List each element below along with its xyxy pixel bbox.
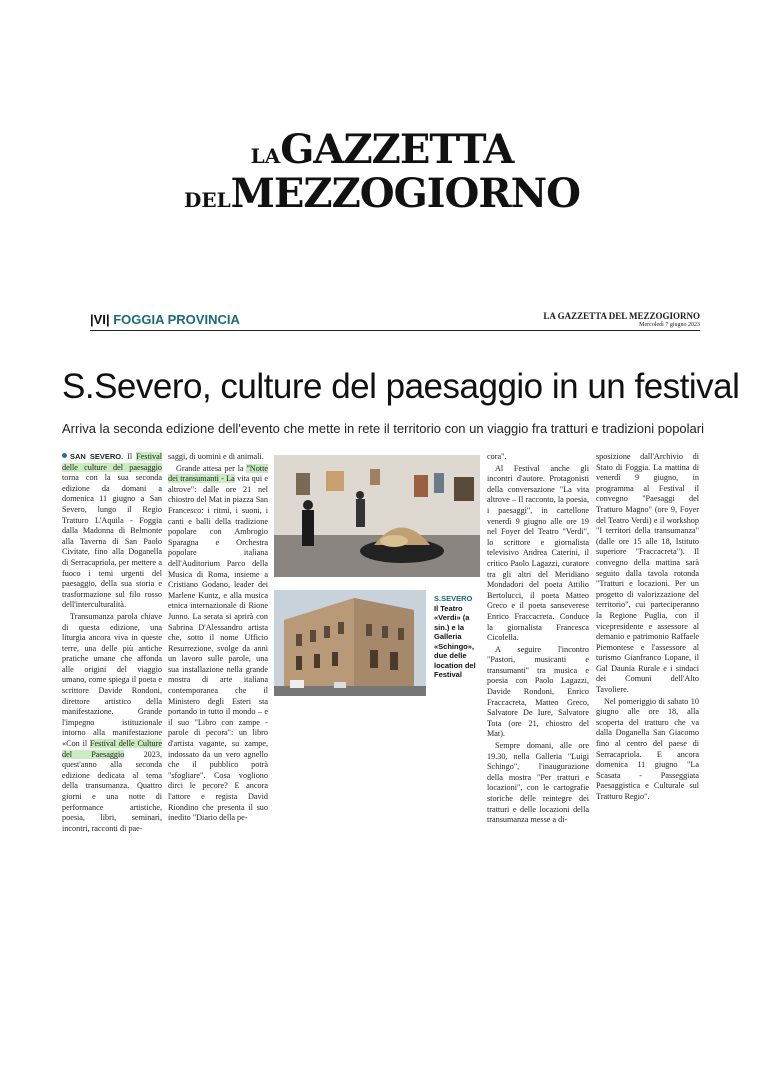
masthead-mezzogiorno: MEZZOGIORNO (230, 170, 581, 217)
paragraph: A seguire l'incontro "Pastori, musicanti e transumanti" tra musica e poesia con Paolo Lagazzi, Davide Rondoni, Enrico Fraccacreta, Matteo Greco, Salvatore De Iure, Salvatore Tota (ore 21, chiostro del Mat). (487, 644, 589, 739)
exhibition-photo-illustration (274, 455, 480, 577)
paragraph: Al Festival anche gli incontri d'autore. Protagonisti della conversazione "La vita altrove – Il racconto, la poesia, i paesaggi", in cartellone venerdì 9 giugno alle ore 19 nel Foyer del Teatro "Verdi", lo scrittore e giornalista televisivo Andrea Caterini, il critico Paolo Lagazzi, curatore tra gli altri del Meridiano Mondadori del poeta Attilio Bertolucci, il poeta Matteo Greco e il poeta sanseverese Enrico Fraccacreta. Conduce la giornalista Francesca Cicolella. (487, 463, 589, 643)
caption-title: S.SEVERO (434, 594, 473, 603)
paragraph: Sempre domani, alle ore 19.30, nella Galleria "Luigi Schingo", l'inaugurazione della mostra "Per tratturi e locazioni", con le cartografie storiche delle reintegre dei tratturi e delle locazioni della transumanza messe a di- (487, 741, 589, 825)
paragraph (168, 464, 268, 824)
caption-text: Il Teatro «Verdi» (a sin.) e la Galleria «Schingo», due delle location del Festival (434, 603, 476, 679)
section-rule (90, 330, 700, 331)
text-run: Transumanza parola chiave di questa edizione, una liturgia ancora viva in queste terre, una delle più antiche pratiche umane che affonda alle origini del viaggio umano, come spiega il poeta e scrittore Davide Rondoni, direttore artistico della manifestazione. Grande l'impegno istituzionale intorno alla manifestazione «Con il (62, 611, 162, 749)
text-run: Grande attesa per la (176, 463, 247, 473)
text-run: Il (127, 452, 137, 461)
paragraph: saggi, di uomini e di animali. (168, 452, 264, 461)
highlighted-text: Festival delle culture del paesaggio (62, 452, 163, 472)
lead-paragraph (62, 452, 162, 611)
teatro-verdi-illustration (274, 590, 426, 696)
photo-caption (434, 594, 482, 680)
article-column-4 (596, 452, 699, 804)
issue-date: Mercoledì 7 giugno 2023 (639, 322, 700, 328)
lead-bullet-icon (62, 453, 67, 458)
paper-name: LA GAZZETTA DEL MEZZOGIORNO (543, 311, 700, 321)
article-column-1 (62, 452, 162, 835)
masthead-del: DEL (183, 188, 231, 212)
article-column-3 (487, 452, 589, 827)
text-run: torna con la sua seconda edizione da domani a domenica 11 giugno a San Severo, lungo il Regio Tratturo L'Aquila - Foggia dalla Madonna di Belmonte alla Taverna di San Paolo Civitate, fino alla Doganella di Serracapriola, per mettere a fuoco i temi urgenti del paesaggio, della sua storia e trasformazione sul filo rosso dell'interculturalità. (62, 473, 162, 610)
paragraph: cora". (487, 452, 507, 461)
text-run: vita qui e altrove": dalle ore 21 nel chiostro del Mat in piazza San Francesco: i ritmi, i suoni, i canti e balli della tradizione popolare con Ambrogio Sparagna e Orchestra popolare italiana dell'Auditorium Parco della Musica di Roma, insieme a Cristiano Godano, leader dei Marlene Kuntz, e alla musica etnica internazionale di Rione Junno. La serata si aprirà con Sabrina D'Alessandro artista che, sotto il nome Ufficio Resurrezione, svolge da anni un lavoro sulle parole, una sua installazione nella grande mostra di arte italiana contemporanea che il Ministero degli Esteri sta portando in tutto il mondo – e il suo "Libro con zampe - parole di pecora": un libro d'artista vagante, su zampe, indossato da un vero agnello che il pubblico potrà "sfogliare". Cosa vogliono dirci le pecore? E ancora l'attore e regista David Riondino che presenta il suo inedito "Diario della pe- (168, 474, 268, 823)
text-run: 2023, quest'anno alla seconda edizione dedicata al tema della transumanza. Quattro giorni e una notte di performance artistiche, poesia, libri, seminari, incontri, racconti di pae- (62, 749, 162, 833)
article-headline: S.Severo, culture del paesaggio in un festival (62, 367, 740, 406)
section-header (90, 312, 700, 330)
section-label (90, 312, 240, 327)
paragraph (62, 612, 162, 834)
masthead-line-2 (0, 172, 764, 222)
masthead-la: LA (250, 144, 281, 168)
section-paper-info (543, 311, 700, 329)
highlighted-text: "Notte dei transumanti - La (168, 463, 268, 484)
page-number: |VI| (90, 312, 110, 327)
highlighted-text: Festival delle Culture del Paesaggio (62, 739, 162, 759)
paragraph: sposizione dall'Archivio di Stato di Foggia. La mattina di venerdì 9 giugno, in programma al Festival il convegno "Paesaggi del Tratturo Magno" (ore 9, Foyer del Teatro Verdi) e il workshop "I territori della transumanza" (dalle ore 15 alle 18, Istituto superiore "Fraccacreta"). Il convegno della mattina sarà seguito dalla tavola rotonda "Tratturi e locazioni. Per un progetto di valorizzazione del territorio", cui parteciperanno la Regione Puglia, con il vicepresidente e assessore al demanio e patrimonio Raffaele Piemontese e l'assessore al turismo Gianfranco Lopane, il Gal Daunia Rurale e i sindaci dei Comuni dell'Alto Tavoliere. (596, 452, 699, 695)
section-name: FOGGIA PROVINCIA (113, 312, 240, 327)
exhibition-photo (274, 455, 480, 577)
article-subheadline: Arriva la seconda edizione dell'evento che mette in rete il territorio con un viaggio fra tratturi e tradizioni popolari (62, 421, 704, 436)
article-column-2 (168, 452, 268, 825)
paragraph: Nel pomeriggio di sabato 10 giugno alle ore 18, alla scoperta del tratturo che va dalla Doganella San Giacomo fino al centro del paese di Serracapriola. E ancora domenica 11 giugno "La Scasata - Passeggiata Paesaggistica e Culturale sul Tratturo Regio". (596, 696, 699, 801)
teatro-verdi-photo (274, 590, 426, 696)
masthead-gazzetta: GAZZETTA (280, 126, 514, 173)
lead-dateline: SAN SEVERO. (70, 452, 124, 461)
